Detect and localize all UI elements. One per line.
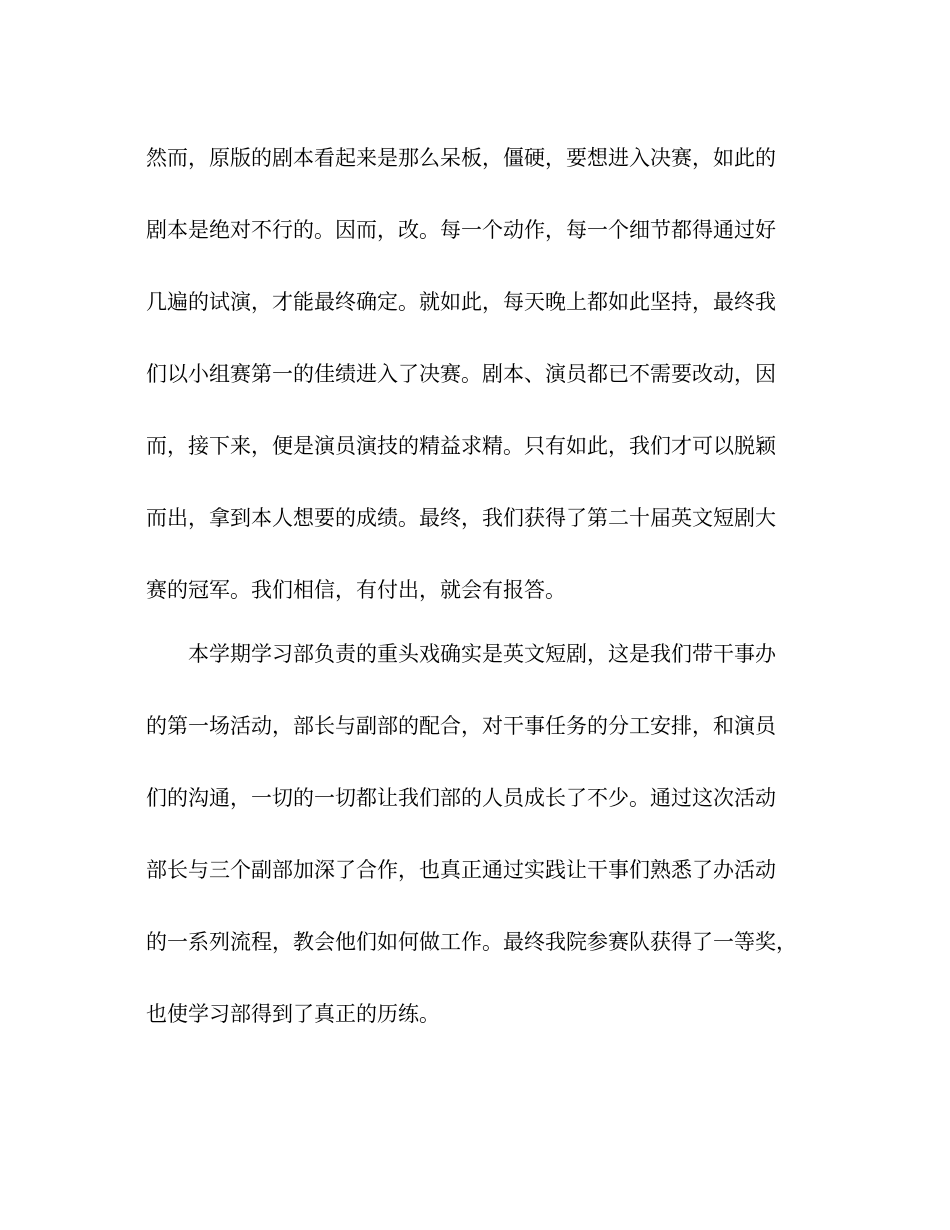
paragraph-line: 部长与三个副部加深了合作，也真正通过实践让干事们熟悉了办活动 [146,858,776,882]
paragraph-line: 的第一场活动，部长与副部的配合，对干事任务的分工安排，和演员 [146,714,776,738]
paragraph-line: 们以小组赛第一的佳绩进入了决赛。剧本、演员都已不需要改动，因 [146,362,776,386]
paragraph-line: 然而，原版的剧本看起来是那么呆板，僵硬，要想进入决赛，如此的 [146,146,776,170]
paragraph-line: 而，接下来，便是演员演技的精益求精。只有如此，我们才可以脱颖 [146,434,776,458]
paragraph-line: 也使学习部得到了真正的历练。 [146,1002,440,1026]
paragraph-line: 们的沟通，一切的一切都让我们部的人员成长了不少。通过这次活动 [146,786,776,810]
paragraph-line: 剧本是绝对不行的。因而，改。每一个动作，每一个细节都得通过好 [146,218,776,242]
paragraph-line: 本学期学习部负责的重头戏确实是英文短剧，这是我们带干事办 [188,642,776,666]
paragraph-line: 而出，拿到本人想要的成绩。最终，我们获得了第二十届英文短剧大 [146,506,776,530]
paragraph-line: 几遍的试演，才能最终确定。就如此，每天晚上都如此坚持，最终我 [146,290,776,314]
paragraph-line: 赛的冠军。我们相信，有付出，就会有报答。 [146,578,566,602]
paragraph-line: 的一系列流程，教会他们如何做工作。最终我院参赛队获得了一等奖， [146,930,797,954]
